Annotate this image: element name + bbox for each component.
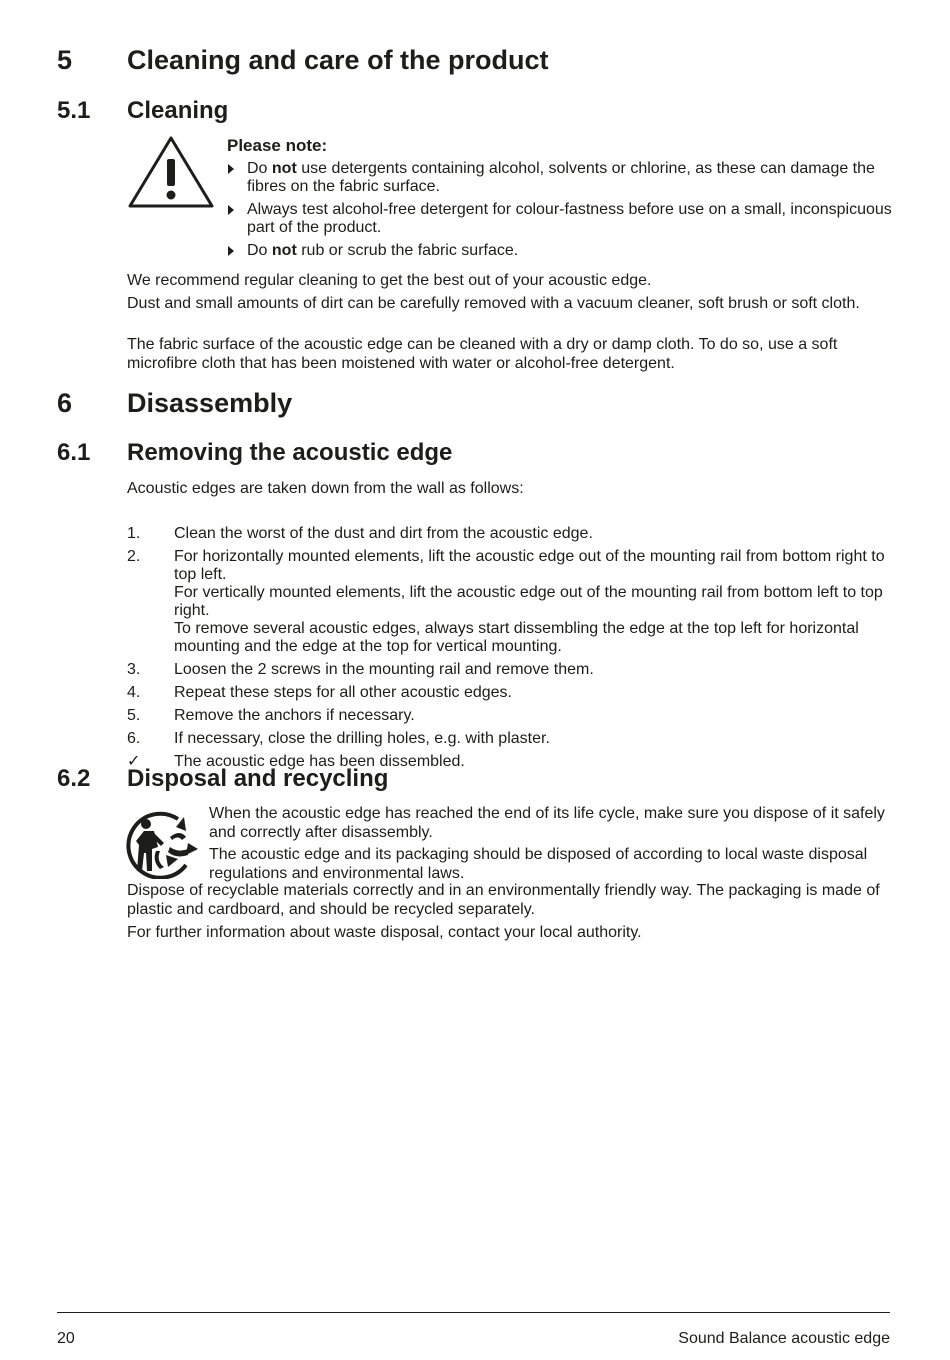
note-bullet: Always test alcohol-free detergent for colour-fastness before use on a small, inconspicuous part of the product. [227,201,892,237]
section-6-1-heading [57,438,452,468]
step-item: 4. Repeat these steps for all other acoustic edges. [127,684,512,701]
paragraph: We recommend regular cleaning to get the best out of your acoustic edge. [127,272,652,289]
bullet-arrow-icon [228,246,234,256]
section-number: 5.1 [57,97,91,124]
step-number: 4. [127,684,141,701]
section-number: 6 [57,388,73,418]
step-number: 6. [127,730,141,747]
note-bullet: Do not rub or scrub the fabric surface. [227,242,892,260]
triman-recycling-icon [126,807,200,879]
step-number: 1. [127,525,141,542]
section-title: Cleaning [127,97,229,124]
disassembly-steps [127,525,892,776]
paragraph: For further information about waste disposal, contact your local authority. [127,924,642,941]
step-number: 5. [127,707,141,724]
checkmark-icon: ✓ [127,753,141,770]
section-number: 6.2 [57,765,91,792]
section-title: Removing the acoustic edge [127,439,453,466]
section-title: Cleaning and care of the product [127,45,549,75]
warning-triangle-icon [127,135,215,209]
paragraph: Dispose of recyclable materials correctly and in an environmentally friendly way. The packaging is made of plastic and cardboard, and should be recycled separately. [127,882,880,918]
page-number: 20 [57,1330,75,1347]
please-note-block [227,136,892,265]
step-item: 3. Loosen the 2 screws in the mounting rail and remove them. [127,661,594,678]
result-item: ✓ The acoustic edge has been dissembled. [127,753,465,770]
section-number: 6.1 [57,439,91,466]
section-6-2-heading [57,764,388,794]
bullet-arrow-icon [228,205,234,215]
note-bullet: Do not use detergents containing alcohol, solvents or chlorine, as these can damage the fibres on the fabric surface. [227,160,892,196]
bullet-arrow-icon [228,164,234,174]
section-5-1-heading [57,96,228,126]
step-number: 2. [127,548,141,565]
section-title: Disassembly [127,388,293,418]
step-item: 6. If necessary, close the drilling holes, e.g. with plaster. [127,730,550,747]
paragraph: The acoustic edge and its packaging should be disposed of according to local waste disposal regulations and environmental laws. [209,846,868,882]
steps-intro: Acoustic edges are taken down from the wall as follows: [127,480,524,497]
step-item: 1. Clean the worst of the dust and dirt from the acoustic edge. [127,525,593,542]
section-number: 5 [57,45,73,75]
paragraph: The fabric surface of the acoustic edge can be cleaned with a dry or damp cloth. To do so, use a soft microfibre cloth that has been moistened with water or alcohol-free detergent. [127,336,838,372]
section-5-heading [57,44,549,76]
step-item: 5. Remove the anchors if necessary. [127,707,415,724]
step-number: 3. [127,661,141,678]
step-item: 2. For horizontally mounted elements, lift the acoustic edge out of the mounting rail from bottom right to top left. For vertically mounted elements, lift the acoustic edge out of the mounting rail from bottom left to top right. To remove several acoustic edges, always start dissembling the edge at the top left for horizontal mounting and the edge at the top for vertical mounting. [127,548,885,655]
note-title: Please note: [227,136,328,155]
section-title: Disposal and recycling [127,765,389,792]
footer-divider [57,1312,890,1313]
paragraph: When the acoustic edge has reached the end of its life cycle, make sure you dispose of it safely and correctly after disassembly. [209,805,885,841]
footer-product-name: Sound Balance acoustic edge [678,1330,890,1347]
section-6-heading [57,387,292,419]
paragraph: Dust and small amounts of dirt can be carefully removed with a vacuum cleaner, soft brush or soft cloth. [127,295,860,312]
